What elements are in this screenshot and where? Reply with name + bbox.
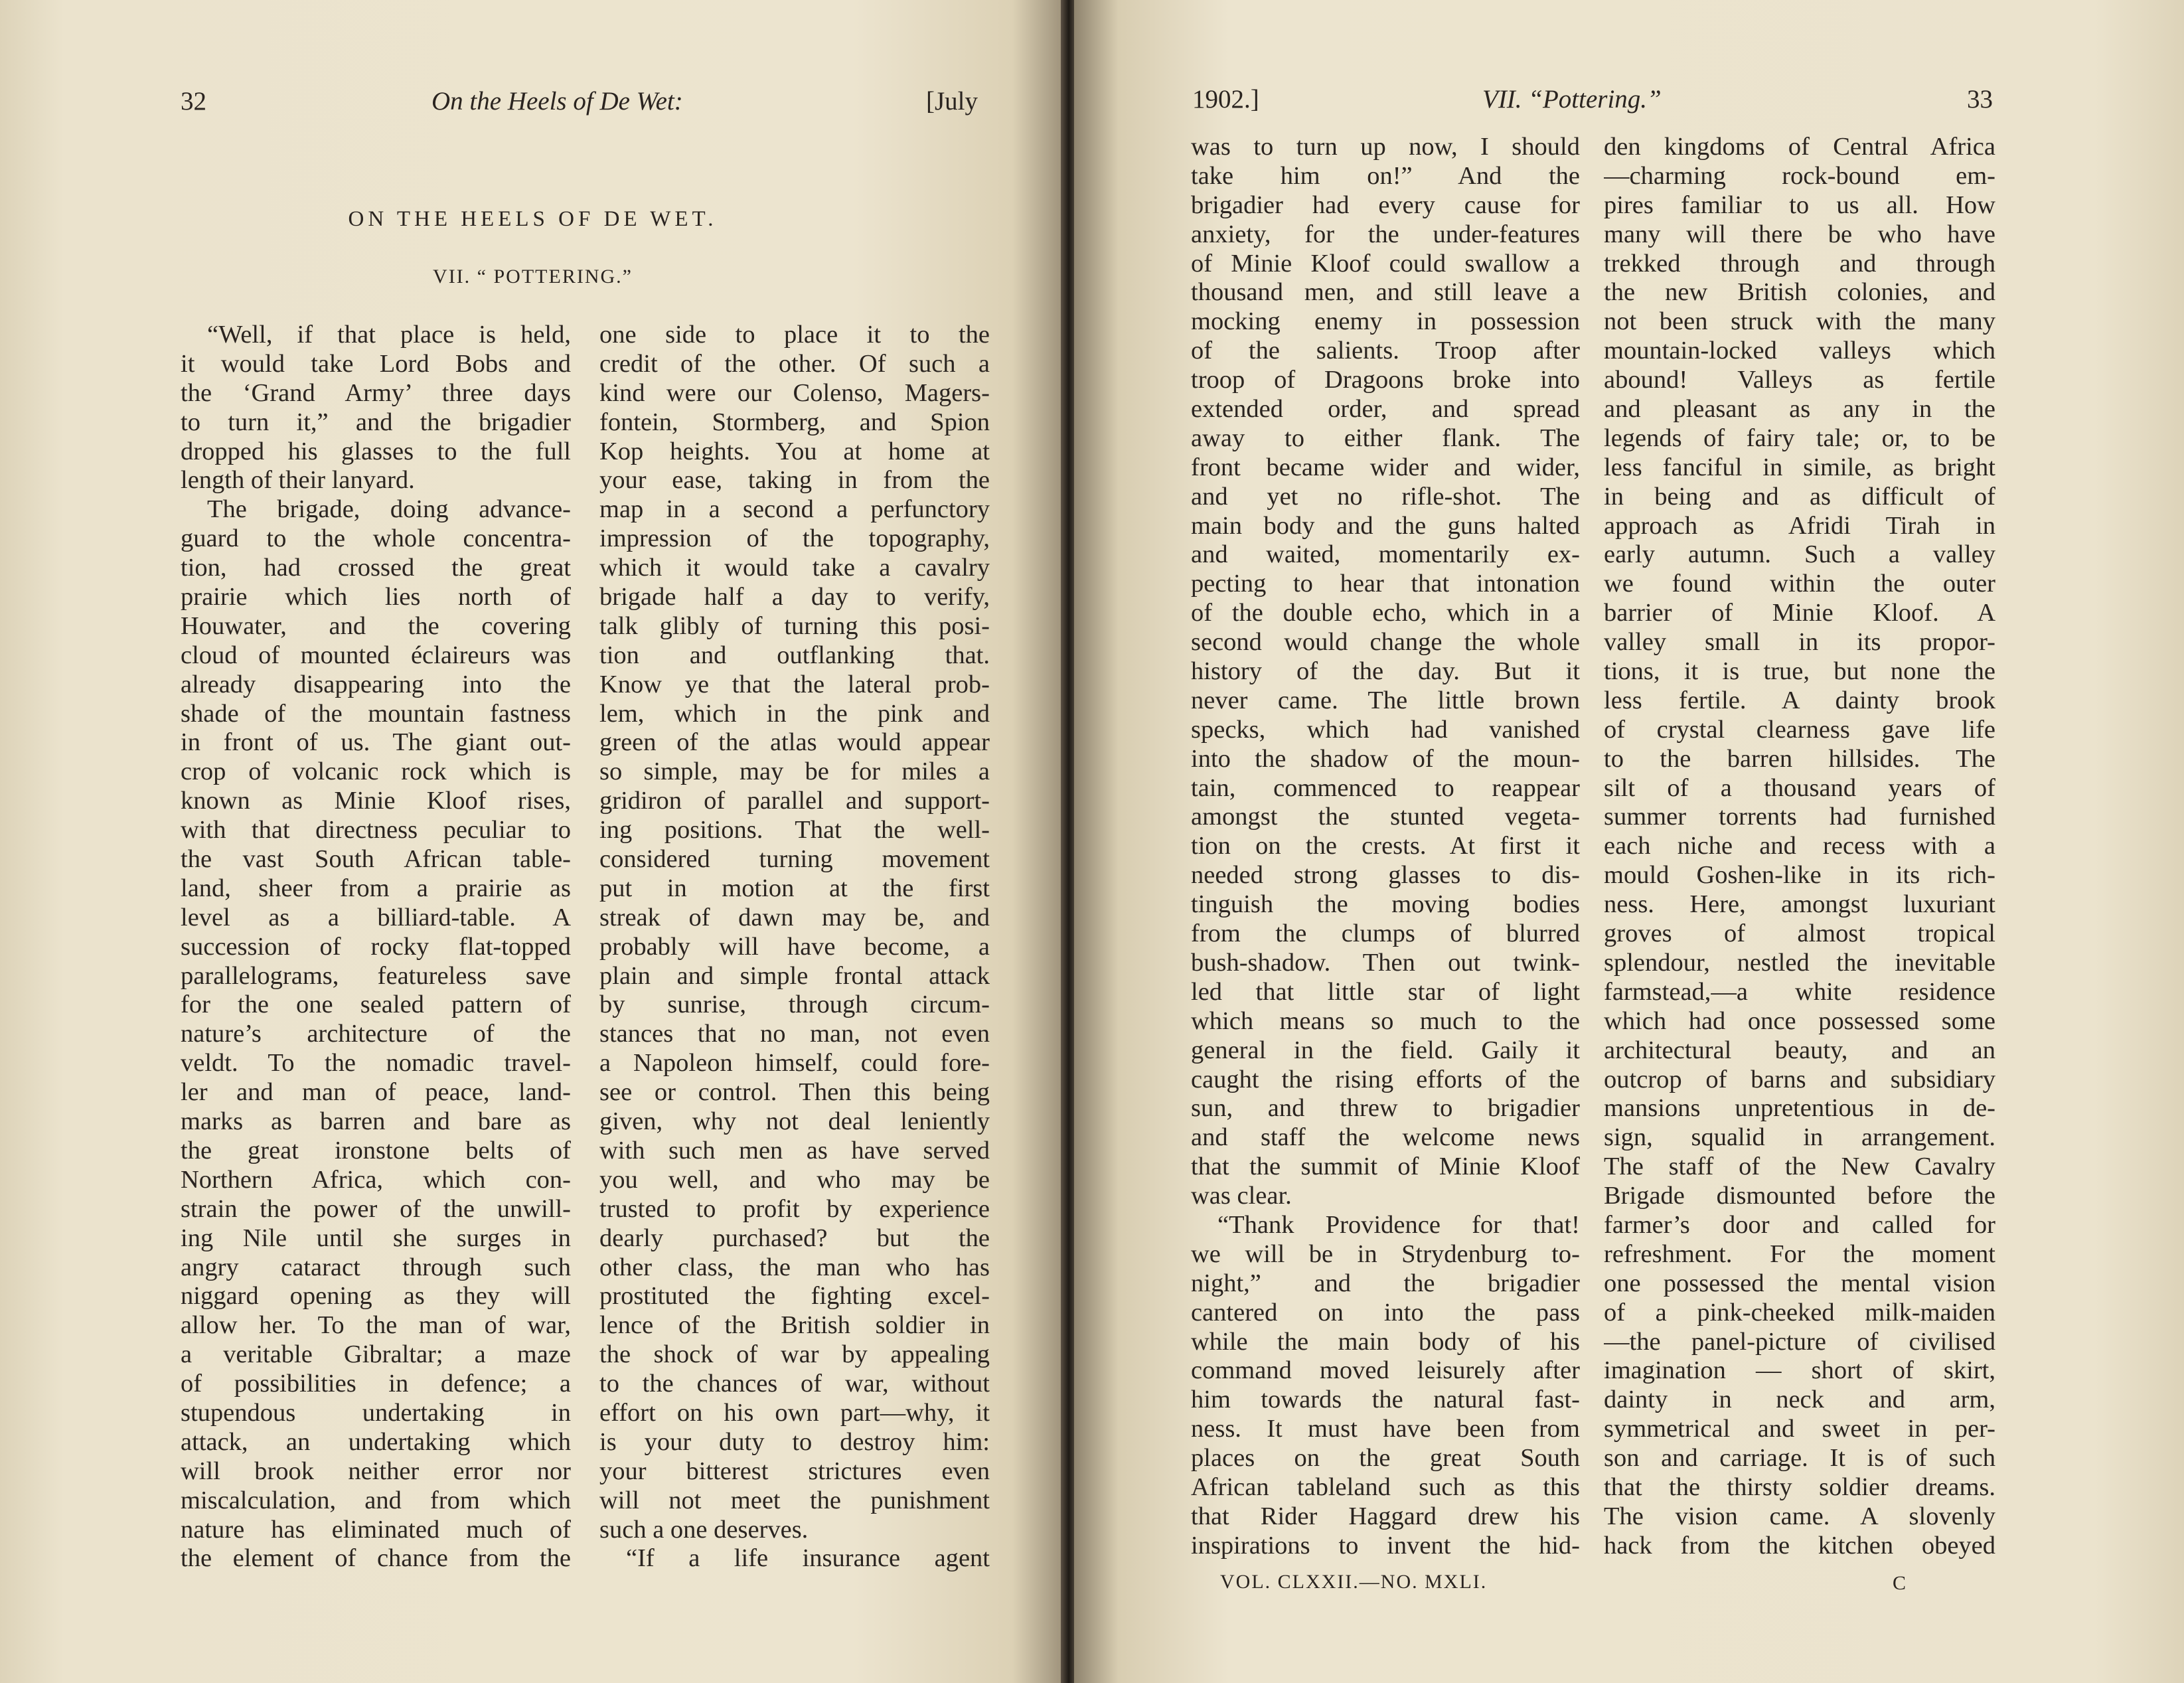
text-line: places on the great South bbox=[1191, 1444, 1580, 1473]
text-line: many will there be who have bbox=[1604, 220, 1995, 248]
text-line: sun, and threw to brigadier bbox=[1191, 1094, 1580, 1123]
text-line: one side to place it to the bbox=[599, 321, 990, 349]
text-line: your bitterest strictures even bbox=[599, 1457, 990, 1485]
text-line: other class, the man who has bbox=[599, 1253, 990, 1281]
text-line: not been struck with the many bbox=[1604, 307, 1995, 336]
text-line: caught the rising efforts of the bbox=[1191, 1065, 1580, 1093]
chapter-subtitle: VII. “ POTTERING.” bbox=[433, 266, 633, 287]
text-line: take him on!” And the bbox=[1191, 161, 1580, 190]
text-line: prairie which lies north of bbox=[181, 583, 571, 611]
text-line: niggard opening as they will bbox=[181, 1282, 571, 1311]
text-line: less fertile. A dainty brook bbox=[1604, 686, 1995, 714]
text-line: anxiety, for the under-features bbox=[1191, 220, 1580, 248]
text-line: that the summit of Minie Kloof bbox=[1191, 1153, 1580, 1181]
text-line: of crystal clearness gave life bbox=[1604, 715, 1995, 744]
text-line: succession of rocky flat-topped bbox=[181, 932, 571, 961]
text-line: and yet no rifle-shot. The bbox=[1191, 482, 1580, 511]
text-line: shade of the mountain fastness bbox=[181, 699, 571, 728]
text-line: tion and outflanking that. bbox=[599, 641, 990, 669]
text-line: dainty in neck and arm, bbox=[1604, 1386, 1995, 1414]
text-line: “Thank Providence for that! bbox=[1217, 1210, 1580, 1239]
text-line: prostituted the fighting excel- bbox=[599, 1282, 990, 1311]
text-line: never came. The little brown bbox=[1191, 686, 1580, 714]
text-line: brigade half a day to verify, bbox=[599, 583, 990, 611]
text-line: mocking enemy in possession bbox=[1191, 307, 1580, 336]
page-number: 32 bbox=[181, 87, 206, 116]
text-line: Northern Africa, which con- bbox=[181, 1165, 571, 1194]
text-line: while the main body of his bbox=[1191, 1327, 1580, 1356]
text-line: green of the atlas would appear bbox=[599, 728, 990, 757]
text-line: —charming rock-bound em- bbox=[1604, 161, 1995, 190]
text-line: credit of the other. Of such a bbox=[599, 349, 990, 378]
text-line: second would change the whole bbox=[1191, 628, 1580, 657]
text-line: ness. It must have been from bbox=[1191, 1415, 1580, 1443]
text-line: Houwater, and the covering bbox=[181, 611, 571, 640]
text-line: nature’s architecture of the bbox=[181, 1020, 571, 1048]
text-line: brigadier had every cause for bbox=[1191, 191, 1580, 219]
text-line: was to turn up now, I should bbox=[1191, 133, 1580, 161]
text-line: trusted to profit by experience bbox=[599, 1194, 990, 1223]
text-line: valley small in its propor- bbox=[1604, 628, 1995, 657]
text-column-2 bbox=[1604, 133, 1995, 1561]
text-line: symmetrical and sweet in per- bbox=[1604, 1415, 1995, 1443]
text-line: that the thirsty soldier dreams. bbox=[1604, 1473, 1995, 1501]
text-line: plain and simple frontal attack bbox=[599, 961, 990, 990]
text-line: so simple, may be for miles a bbox=[599, 758, 990, 786]
text-line: your ease, taking in from the bbox=[599, 466, 990, 495]
text-line: architectural beauty, and an bbox=[1604, 1036, 1995, 1064]
text-line: mountain-locked valleys which bbox=[1604, 337, 1995, 365]
text-line: guard to the whole concentra- bbox=[181, 524, 571, 553]
text-line: extended order, and spread bbox=[1191, 395, 1580, 424]
text-line: inspirations to invent the hid- bbox=[1191, 1531, 1580, 1560]
text-line: marks as barren and bare as bbox=[181, 1107, 571, 1136]
text-line: “If a life insurance agent bbox=[626, 1544, 990, 1573]
text-line: farmer’s door and called for bbox=[1604, 1210, 1995, 1239]
text-line: tions, it is true, but none the bbox=[1604, 657, 1995, 686]
text-line: general in the field. Gaily it bbox=[1191, 1036, 1580, 1064]
text-line: streak of dawn may be, and bbox=[599, 903, 990, 931]
text-line: son and carriage. It is of such bbox=[1604, 1444, 1995, 1473]
text-line: cloud of mounted éclaireurs was bbox=[181, 641, 571, 669]
text-line: was clear. bbox=[1191, 1182, 1292, 1210]
page-number: 33 bbox=[1967, 85, 1993, 114]
text-line: veldt. To the nomadic travel- bbox=[181, 1049, 571, 1078]
text-column-1 bbox=[181, 321, 571, 1573]
text-line: outcrop of barns and subsidiary bbox=[1604, 1065, 1995, 1093]
text-line: den kingdoms of Central Africa bbox=[1604, 133, 1995, 161]
text-line: each niche and recess with a bbox=[1604, 832, 1995, 860]
running-date: 1902.] bbox=[1192, 85, 1259, 114]
text-line: for the one sealed pattern of bbox=[181, 991, 571, 1019]
text-line: parallelograms, featureless save bbox=[181, 961, 571, 990]
text-line: the element of chance from the bbox=[181, 1544, 571, 1573]
text-line: thousand men, and still leave a bbox=[1191, 278, 1580, 307]
text-line: the great ironstone belts of bbox=[181, 1136, 571, 1164]
text-line: known as Minie Kloof rises, bbox=[181, 787, 571, 815]
text-line: a Napoleon himself, could fore- bbox=[599, 1049, 990, 1078]
text-line: sign, squalid in arrangement. bbox=[1604, 1123, 1995, 1152]
text-column-2 bbox=[599, 321, 990, 1573]
text-line: attack, an undertaking which bbox=[181, 1427, 571, 1456]
text-line: considered turning movement bbox=[599, 845, 990, 874]
text-line: stances that no man, not even bbox=[599, 1020, 990, 1048]
text-line: with such men as have served bbox=[599, 1136, 990, 1164]
text-line: dropped his glasses to the full bbox=[181, 437, 571, 465]
text-line: night,” and the brigadier bbox=[1191, 1269, 1580, 1297]
text-line: mansions unpretentious in de- bbox=[1604, 1094, 1995, 1123]
text-line: is your duty to destroy him: bbox=[599, 1427, 990, 1456]
text-line: dearly purchased? but the bbox=[599, 1224, 990, 1252]
text-line: barrier of Minie Kloof. A bbox=[1604, 599, 1995, 627]
text-line: The staff of the New Cavalry bbox=[1604, 1153, 1995, 1181]
text-line: Know ye that the lateral prob- bbox=[599, 670, 990, 698]
text-line: map in a second a perfunctory bbox=[599, 495, 990, 524]
text-line: probably will have become, a bbox=[599, 932, 990, 961]
text-line: with that directness peculiar to bbox=[181, 816, 571, 844]
text-line: Kop heights. You at home at bbox=[599, 437, 990, 465]
text-line: —the panel-picture of civilised bbox=[1604, 1327, 1995, 1356]
text-line: of the salients. Troop after bbox=[1191, 337, 1580, 365]
text-line: gridiron of parallel and support- bbox=[599, 787, 990, 815]
text-line: silt of a thousand years of bbox=[1604, 773, 1995, 802]
text-line: we will be in Strydenburg to- bbox=[1191, 1240, 1580, 1268]
text-line: which it would take a cavalry bbox=[599, 554, 990, 582]
text-line: by sunrise, through circum- bbox=[599, 991, 990, 1019]
text-line: one possessed the mental vision bbox=[1604, 1269, 1995, 1297]
text-line: such a one deserves. bbox=[599, 1515, 809, 1544]
running-date: [July bbox=[926, 87, 978, 116]
text-line: into the shadow of the moun- bbox=[1191, 744, 1580, 773]
text-line: of a pink-cheeked milk-maiden bbox=[1604, 1298, 1995, 1326]
text-line: less fanciful in simile, as bright bbox=[1604, 453, 1995, 481]
text-line: main body and the guns halted bbox=[1191, 511, 1580, 540]
text-line: the new British colonies, and bbox=[1604, 278, 1995, 307]
text-line: kind were our Colenso, Magers- bbox=[599, 378, 990, 407]
text-line: cantered on into the pass bbox=[1191, 1298, 1580, 1326]
text-line: angry cataract through such bbox=[181, 1253, 571, 1281]
text-line: we found within the outer bbox=[1604, 570, 1995, 598]
text-line: given, why not deal leniently bbox=[599, 1107, 990, 1136]
text-line: miscalculation, and from which bbox=[181, 1486, 571, 1514]
text-line: in being and as difficult of bbox=[1604, 482, 1995, 511]
text-line: ler and man of peace, land- bbox=[181, 1078, 571, 1107]
text-line: in front of us. The giant out- bbox=[181, 728, 571, 757]
text-line: history of the day. But it bbox=[1191, 657, 1580, 686]
text-line: allow her. To the man of war, bbox=[181, 1311, 571, 1340]
text-line: Brigade dismounted before the bbox=[1604, 1182, 1995, 1210]
text-line: of possibilities in defence; a bbox=[181, 1370, 571, 1398]
text-line: put in motion at the first bbox=[599, 874, 990, 902]
text-line: early autumn. Such a valley bbox=[1604, 540, 1995, 569]
running-head: VII. “Pottering.” bbox=[1482, 85, 1662, 114]
text-line: lence of the British soldier in bbox=[599, 1311, 990, 1340]
text-line: refreshment. For the moment bbox=[1604, 1240, 1995, 1268]
text-line: command moved leisurely after bbox=[1191, 1356, 1580, 1385]
text-line: talk glibly of turning this posi- bbox=[599, 611, 990, 640]
text-line: tinguish the moving bodies bbox=[1191, 890, 1580, 919]
article-title: ON THE HEELS OF DE WET. bbox=[348, 207, 718, 231]
text-line: from the clumps of blurred bbox=[1191, 920, 1580, 948]
text-line: the shock of war by appealing bbox=[599, 1340, 990, 1369]
text-line: hack from the kitchen obeyed bbox=[1604, 1531, 1995, 1560]
text-line: African tableland such as this bbox=[1191, 1473, 1580, 1501]
text-line: troop of Dragoons broke into bbox=[1191, 366, 1580, 394]
text-line: ness. Here, amongst luxuriant bbox=[1604, 890, 1995, 919]
text-line: The brigade, doing advance- bbox=[207, 495, 571, 524]
text-line: “Well, if that place is held, bbox=[207, 321, 571, 349]
text-line: which had once possessed some bbox=[1604, 1006, 1995, 1035]
text-line: tain, commenced to reappear bbox=[1191, 773, 1580, 802]
text-line: led that little star of light bbox=[1191, 977, 1580, 1006]
text-line: legends of fairy tale; or, to be bbox=[1604, 424, 1995, 452]
text-line: lem, which in the pink and bbox=[599, 699, 990, 728]
text-line: mould Goshen-like in its rich- bbox=[1604, 861, 1995, 890]
text-line: impression of the topography, bbox=[599, 524, 990, 553]
text-line: The vision came. A slovenly bbox=[1604, 1502, 1995, 1530]
text-line: summer torrents had furnished bbox=[1604, 803, 1995, 831]
text-line: will brook neither error nor bbox=[181, 1457, 571, 1485]
text-line: away to either flank. The bbox=[1191, 424, 1580, 452]
text-line: a veritable Gibraltar; a maze bbox=[181, 1340, 571, 1369]
text-line: length of their lanyard. bbox=[181, 466, 415, 495]
text-line: abound! Valleys as fertile bbox=[1604, 366, 1995, 394]
text-line: effort on his own part—why, it bbox=[599, 1398, 990, 1427]
text-line: the ‘Grand Army’ three days bbox=[181, 378, 571, 407]
text-line: amongst the stunted vegeta- bbox=[1191, 803, 1580, 831]
text-line: nature has eliminated much of bbox=[181, 1515, 571, 1544]
text-line: front became wider and wider, bbox=[1191, 453, 1580, 481]
text-line: you well, and who may be bbox=[599, 1165, 990, 1194]
text-line: farmstead,—a white residence bbox=[1604, 977, 1995, 1006]
text-line: to the chances of war, without bbox=[599, 1370, 990, 1398]
text-line: level as a billiard-table. A bbox=[181, 903, 571, 931]
text-line: it would take Lord Bobs and bbox=[181, 349, 571, 378]
text-line: bush-shadow. Then out twink- bbox=[1191, 948, 1580, 977]
text-line: ing Nile until she surges in bbox=[181, 1224, 571, 1252]
text-line: tion on the crests. At first it bbox=[1191, 832, 1580, 860]
volume-footer: VOL. CLXXII.—NO. MXLI. bbox=[1220, 1571, 1488, 1593]
text-line: imagination — short of skirt, bbox=[1604, 1356, 1995, 1385]
text-line: pires familiar to us all. How bbox=[1604, 191, 1995, 219]
text-line: to turn it,” and the brigadier bbox=[181, 408, 571, 436]
text-line: needed strong glasses to dis- bbox=[1191, 861, 1580, 890]
text-line: specks, which had vanished bbox=[1191, 715, 1580, 744]
text-line: tion, had crossed the great bbox=[181, 554, 571, 582]
text-line: groves of almost tropical bbox=[1604, 920, 1995, 948]
text-line: strain the power of the unwill- bbox=[181, 1194, 571, 1223]
text-line: him towards the natural fast- bbox=[1191, 1386, 1580, 1414]
text-line: that Rider Haggard drew his bbox=[1191, 1502, 1580, 1530]
text-line: the vast South African table- bbox=[181, 845, 571, 874]
text-line: to the barren hillsides. The bbox=[1604, 744, 1995, 773]
text-line: see or control. Then this being bbox=[599, 1078, 990, 1107]
signature-mark: C bbox=[1893, 1572, 1907, 1594]
text-column-1 bbox=[1191, 133, 1580, 1561]
text-line: land, sheer from a prairie as bbox=[181, 874, 571, 902]
text-line: and waited, momentarily ex- bbox=[1191, 540, 1580, 569]
text-line: pecting to hear that intonation bbox=[1191, 570, 1580, 598]
text-line: and staff the welcome news bbox=[1191, 1123, 1580, 1152]
text-line: and pleasant as any in the bbox=[1604, 395, 1995, 424]
running-head: On the Heels of De Wet: bbox=[431, 87, 683, 116]
text-line: of the double echo, which in a bbox=[1191, 599, 1580, 627]
text-line: crop of volcanic rock which is bbox=[181, 758, 571, 786]
text-line: splendour, nestled the inevitable bbox=[1604, 948, 1995, 977]
text-line: ing positions. That the well- bbox=[599, 816, 990, 844]
text-line: already disappearing into the bbox=[181, 670, 571, 698]
text-line: stupendous undertaking in bbox=[181, 1398, 571, 1427]
text-line: approach as Afridi Tirah in bbox=[1604, 511, 1995, 540]
text-line: of Minie Kloof could swallow a bbox=[1191, 249, 1580, 278]
left-page bbox=[0, 0, 1065, 1683]
text-line: trekked through and through bbox=[1604, 249, 1995, 278]
text-line: will not meet the punishment bbox=[599, 1486, 990, 1514]
right-page bbox=[1074, 0, 2184, 1683]
text-line: which means so much to the bbox=[1191, 1006, 1580, 1035]
text-line: fontein, Stormberg, and Spion bbox=[599, 408, 990, 436]
